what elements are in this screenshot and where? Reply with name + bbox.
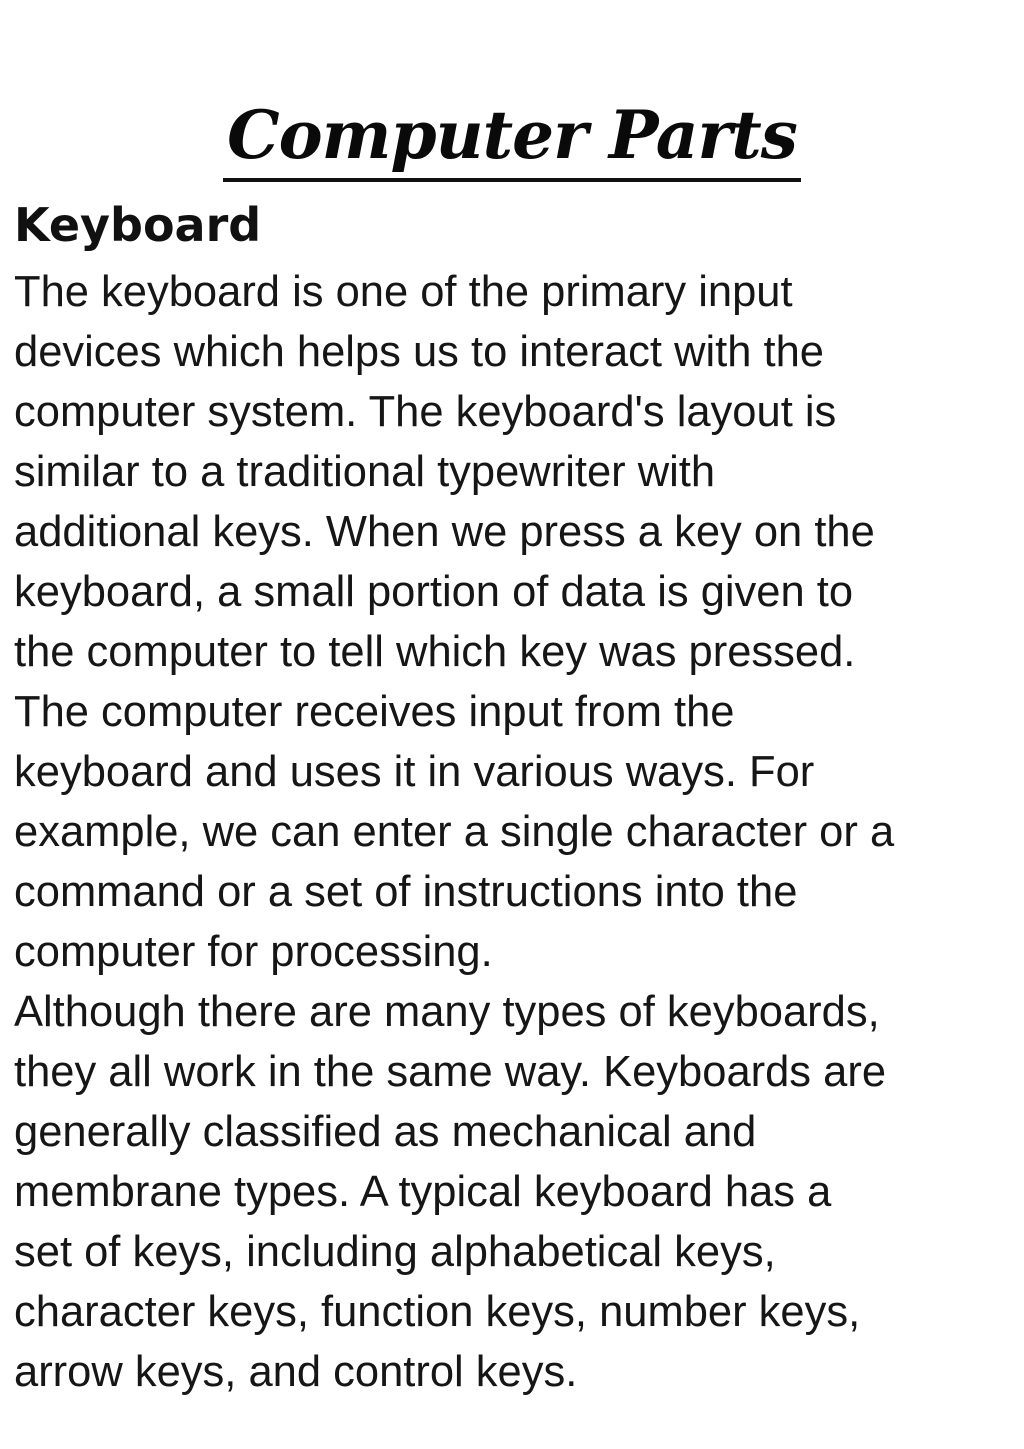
body-line: set of keys, including alphabetical keys, <box>14 1228 776 1276</box>
body-line: character keys, function keys, number keys, <box>14 1288 861 1336</box>
body-line: example, we can enter a single character or a <box>14 808 895 856</box>
body-line: keyboard and uses it in various ways. For <box>14 748 815 796</box>
body-line: keyboard, a small portion of data is given to <box>14 568 854 616</box>
body-line: The keyboard is one of the primary input <box>14 268 793 316</box>
body-line: devices which helps us to interact with the <box>14 328 824 376</box>
page-title: Computer Parts <box>223 92 801 182</box>
section-body <box>14 262 1014 1402</box>
body-line: computer for processing. <box>14 928 493 976</box>
body-line: they all work in the same way. Keyboards are <box>14 1048 887 1096</box>
section-heading-keyboard: Keyboard <box>14 198 262 252</box>
body-line: arrow keys, and control keys. <box>14 1348 578 1396</box>
body-line: similar to a traditional typewriter with <box>14 448 716 496</box>
body-line: computer system. The keyboard's layout is <box>14 388 837 436</box>
body-line: membrane types. A typical keyboard has a <box>14 1168 832 1216</box>
body-line: command or a set of instructions into the <box>14 868 798 916</box>
body-line: additional keys. When we press a key on the <box>14 508 875 556</box>
body-line: The computer receives input from the <box>14 688 735 736</box>
body-line: the computer to tell which key was pressed. <box>14 628 856 676</box>
body-line: generally classified as mechanical and <box>14 1108 757 1156</box>
body-line: Although there are many types of keyboards, <box>14 988 880 1036</box>
